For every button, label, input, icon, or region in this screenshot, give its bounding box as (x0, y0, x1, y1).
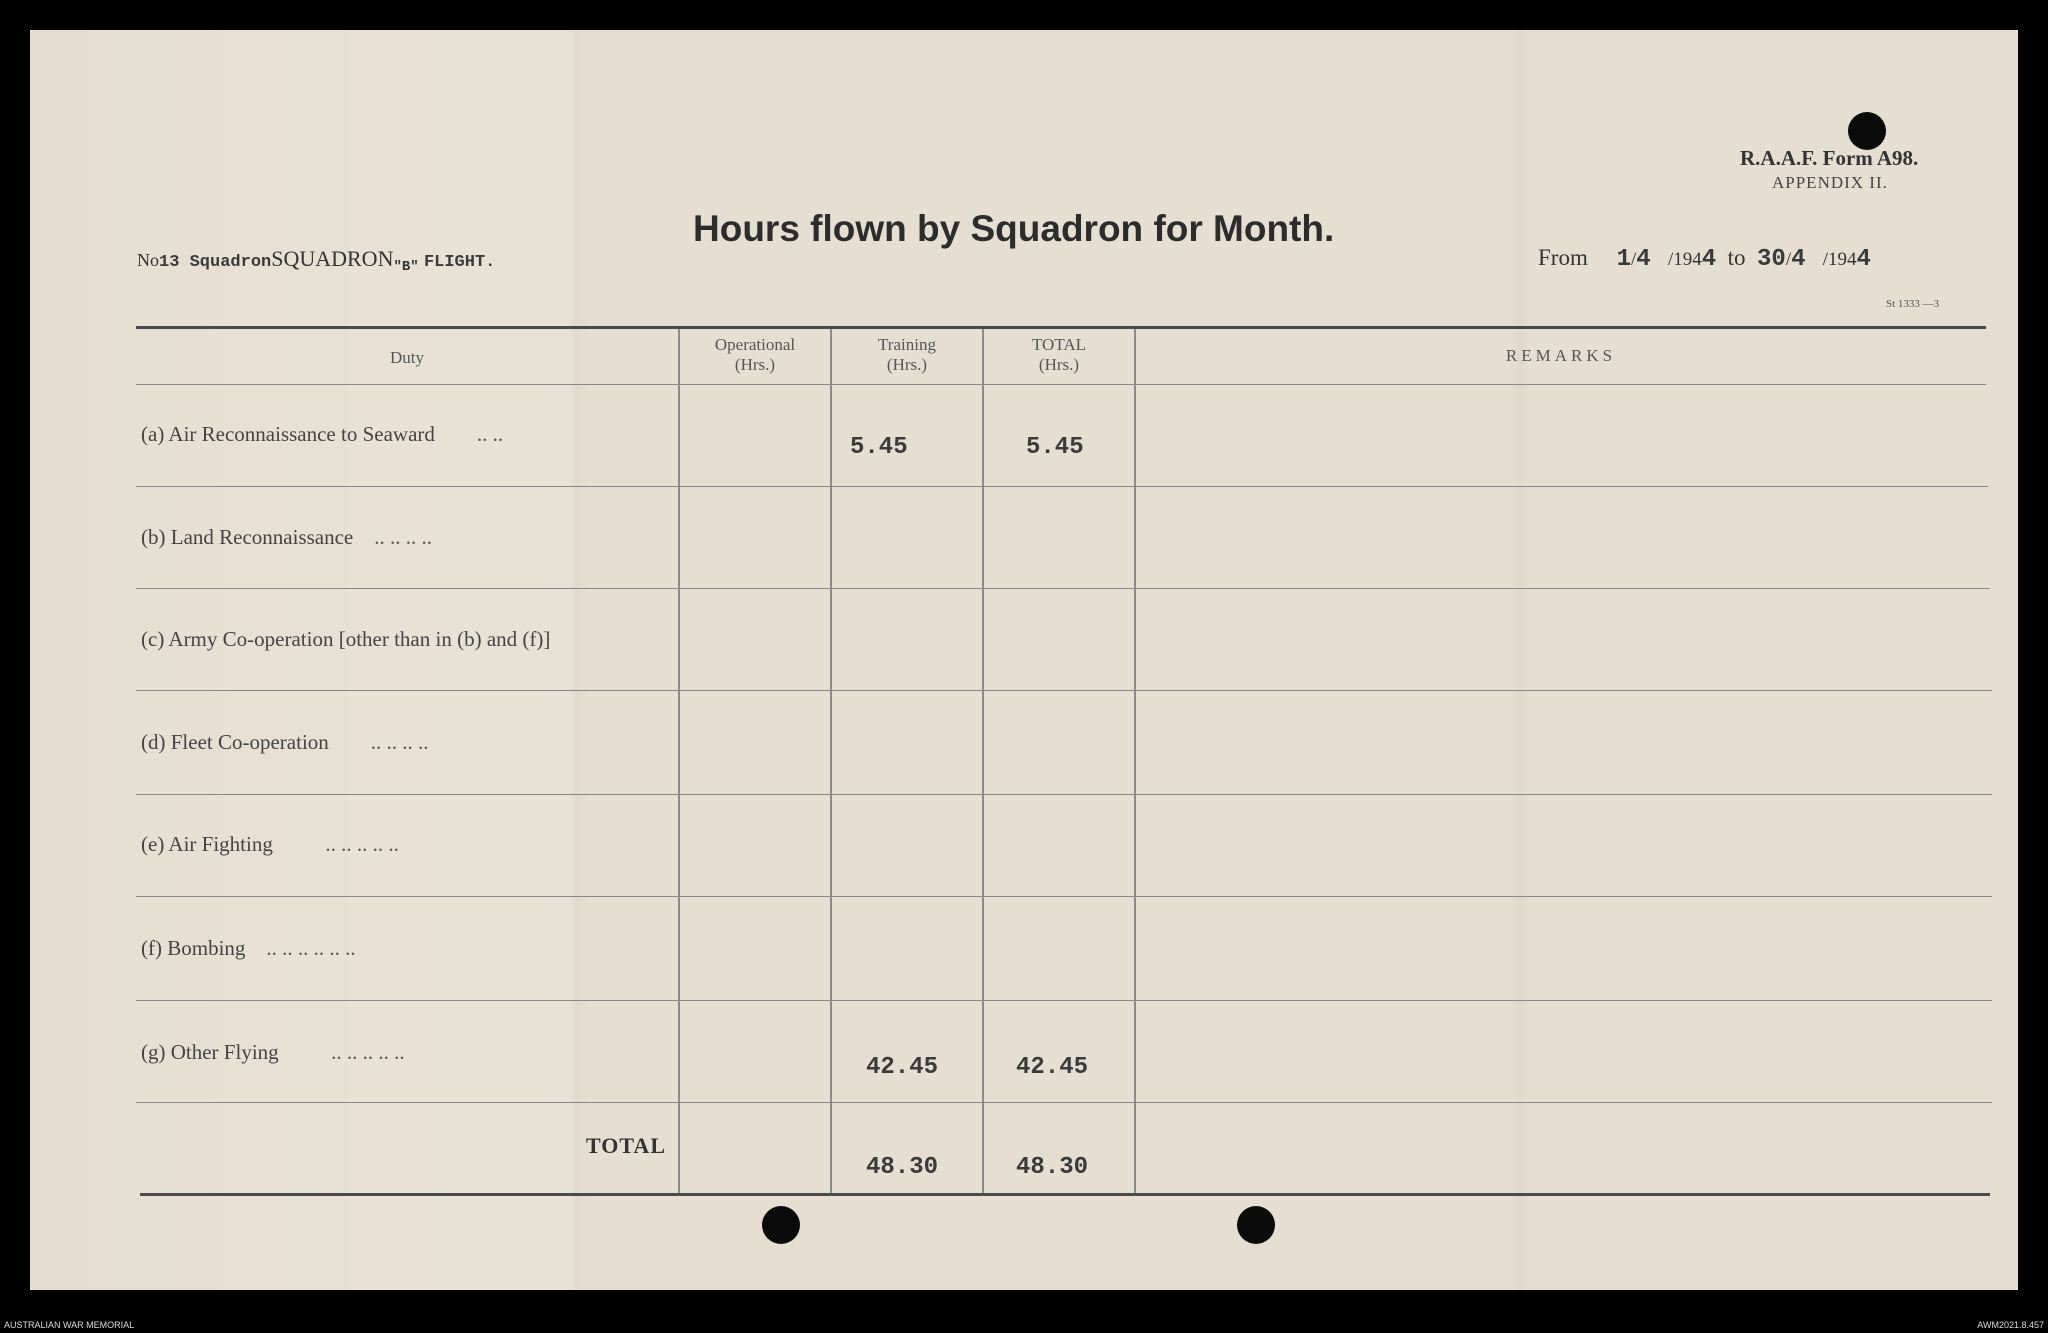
col-header-remarks: REMARKS (1505, 346, 1617, 365)
row-rule-e (136, 896, 1992, 897)
grand-total-value: 48.30 (1016, 1154, 1089, 1181)
duty-row-c: (c) Army Co-operation [other than in (b) and (f)] (141, 627, 551, 651)
to-day: 30 (1757, 246, 1786, 273)
total-value-g: 42.45 (1016, 1054, 1089, 1081)
punch-hole-bottom-left (762, 1206, 800, 1244)
punch-hole-top (1848, 112, 1886, 150)
row-rule-g (136, 1102, 1992, 1103)
footer-accession: AWM2021.8.457 (1977, 1320, 2044, 1330)
row-rule-f (136, 1000, 1992, 1001)
training-total-value: 48.30 (866, 1154, 939, 1181)
to-month: 4 (1791, 246, 1806, 273)
header-rule (136, 384, 1986, 385)
from-year-printed: /194 (1667, 249, 1702, 270)
col-divider-training (982, 329, 984, 1193)
squadron-no-label: No (137, 250, 159, 270)
period-line: From 1/4 /1944 to 30/4 /1944 (1538, 245, 1871, 273)
form-id: R.A.A.F. Form A98. (1740, 146, 1919, 170)
print-code: St 1333 —3 (1886, 298, 1940, 310)
col-divider-total (1134, 329, 1136, 1193)
row-rule-a (136, 486, 1988, 487)
from-month: 4 (1636, 246, 1651, 273)
form-sheet (30, 30, 2018, 1290)
total-row-label: TOTAL (586, 1133, 666, 1158)
form-appendix: APPENDIX II. (1772, 173, 1888, 192)
training-value-a: 5.45 (850, 434, 908, 461)
col-divider-operational (830, 329, 832, 1193)
duty-row-e: (e) Air Fighting .. .. .. .. .. (141, 832, 399, 856)
duty-row-f: (f) Bombing .. .. .. .. .. .. (141, 936, 356, 960)
duty-row-g: (g) Other Flying .. .. .. .. .. (141, 1040, 405, 1064)
table-bottom-rule (140, 1193, 1990, 1196)
flight-label: FLIGHT. (423, 253, 496, 272)
col-header-duty: Duty (390, 348, 424, 367)
duty-row-b: (b) Land Reconnaissance .. .. .. .. (141, 525, 432, 549)
from-year-typed: 4 (1701, 246, 1717, 273)
from-label: From (1538, 245, 1588, 270)
col-header-operational: Operational (Hrs.) (714, 335, 796, 374)
duty-row-d: (d) Fleet Co-operation .. .. .. .. (141, 730, 429, 754)
squadron-no-value: 13 Squadron (159, 253, 272, 272)
col-divider-duty (678, 329, 680, 1193)
to-label: to (1727, 245, 1746, 270)
squadron-label: SQUADRON (271, 246, 394, 271)
col-header-total: TOTAL (Hrs.) (1031, 335, 1087, 374)
row-rule-b (136, 588, 1990, 589)
footer-source: AUSTRALIAN WAR MEMORIAL (4, 1320, 135, 1330)
training-value-g: 42.45 (866, 1054, 939, 1081)
punch-hole-bottom-right (1237, 1206, 1275, 1244)
page-title: Hours flown by Squadron for Month. (693, 208, 1335, 249)
squadron-line (137, 246, 496, 275)
row-rule-c (136, 690, 1992, 691)
col-header-training: Training (Hrs.) (878, 335, 936, 374)
total-value-a: 5.45 (1026, 434, 1084, 461)
duty-row-a: (a) Air Reconnaissance to Seaward .. .. (141, 422, 504, 446)
flight-value: "B" (393, 259, 419, 275)
to-year-printed: /194 (1822, 249, 1857, 270)
row-rule-d (136, 794, 1992, 795)
to-year-typed: 4 (1856, 246, 1871, 273)
from-day: 1 (1616, 246, 1631, 273)
table-top-rule (136, 326, 1986, 329)
